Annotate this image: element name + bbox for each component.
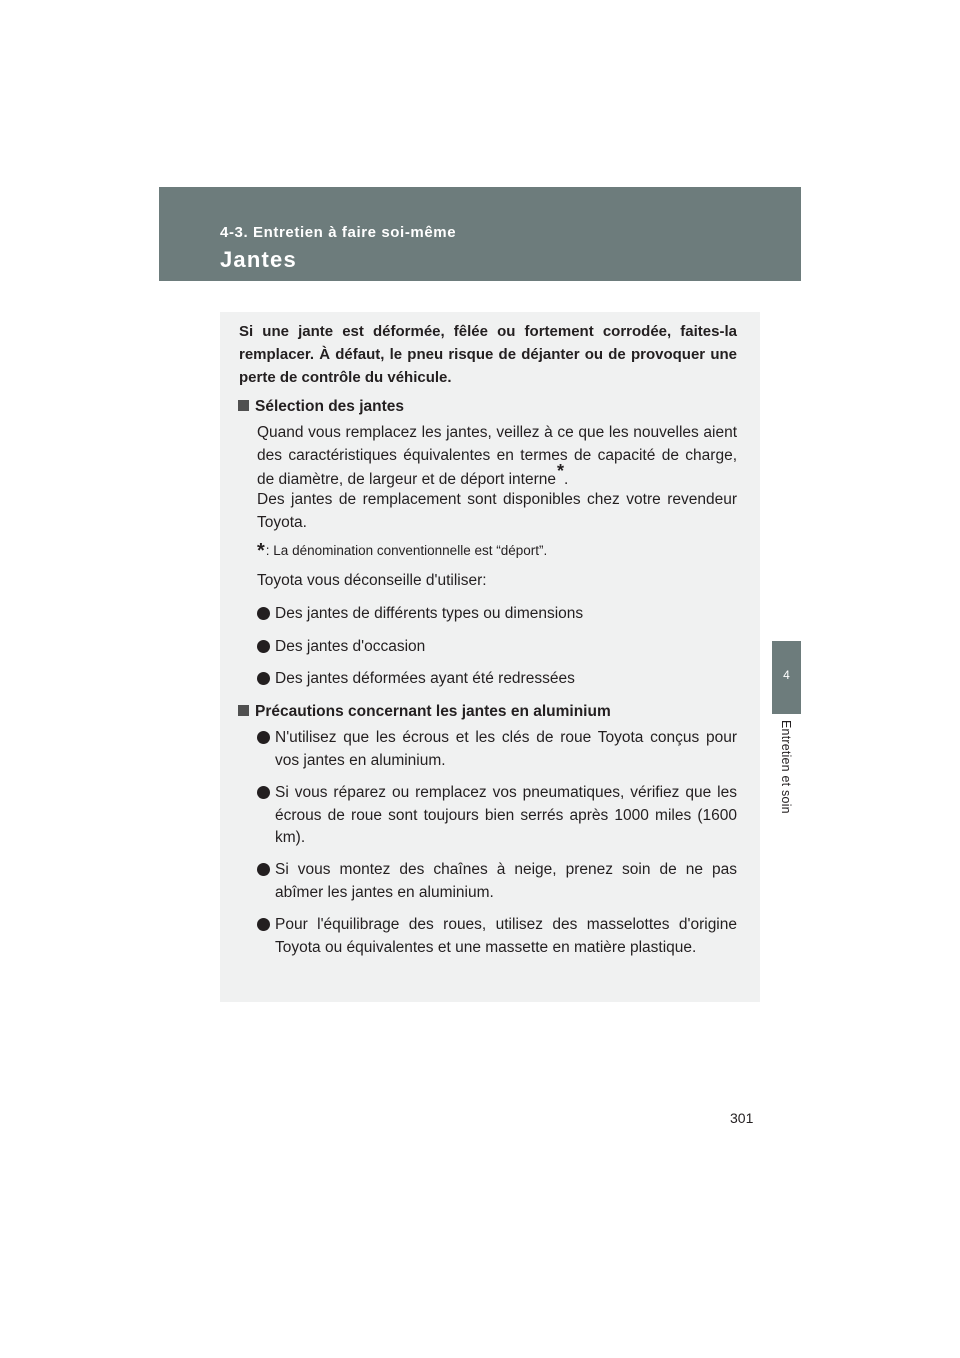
section-heading-text: Sélection des jantes: [255, 398, 405, 415]
list-item: [257, 668, 737, 691]
selection-text-end: .: [564, 471, 569, 488]
list-item: [257, 859, 737, 904]
list-item-text: Si vous réparez ou remplacez vos pneumatiques, vérifiez que les écrous de roue sont toujours bien serrés après 1000 miles (1600 km).: [275, 784, 737, 846]
list-item: [257, 603, 737, 626]
page-number: 301: [730, 1110, 754, 1126]
square-bullet-icon: [238, 400, 249, 411]
chapter-label: Entretien et soin: [779, 720, 793, 814]
chapter-number: 4: [783, 668, 790, 682]
list-item-text: N'utilisez que les écrous et les clés de roue Toyota conçus pour vos jantes en aluminium.: [275, 729, 737, 769]
dealer-paragraph: Des jantes de remplacement sont disponibles chez votre revendeur Toyota.: [257, 491, 737, 531]
footnote-text: : La dénomination conventionnelle est “déport”.: [265, 543, 548, 558]
list-item: [257, 782, 737, 850]
section-heading-text: Précautions concernant les jantes en aluminium: [255, 703, 611, 720]
bullet-dot-icon: [257, 640, 270, 653]
selection-paragraph: [257, 422, 737, 492]
section-heading-aluminium: [238, 702, 611, 722]
footnote-marker: *: [557, 461, 565, 481]
intro-text: Si une jante est déformée, fêlée ou fortement corrodée, faites-la remplacer. À défaut, le pneu risque de déjanter ou de provoquer une perte de contrôle du véhicule.: [239, 323, 737, 386]
list-item: [257, 914, 737, 959]
footnote: [257, 541, 737, 561]
bullet-dot-icon: [257, 918, 270, 931]
chapter-tab: [772, 641, 801, 714]
bullet-dot-icon: [257, 863, 270, 876]
section-label: 4-3. Entretien à faire soi-même: [220, 224, 457, 241]
footnote-star: *: [257, 540, 265, 562]
selection-text: Quand vous remplacez les jantes, veillez à ce que les nouvelles aient des caractéristiques équivalentes en termes de capacité de charge, de diamètre, de largeur et de déport interne: [257, 424, 737, 488]
list-item-text: Des jantes déformées ayant été redressées: [275, 670, 575, 687]
list-item: [257, 727, 737, 772]
bullet-dot-icon: [257, 731, 270, 744]
list-item-text: Si vous montez des chaînes à neige, prenez soin de ne pas abîmer les jantes en aluminium.: [275, 861, 737, 901]
bullet-dot-icon: [257, 786, 270, 799]
page-title: Jantes: [220, 247, 297, 272]
list-item: [257, 636, 737, 659]
list-item-text: Pour l'équilibrage des roues, utilisez des masselottes d'origine Toyota ou équivalentes et une massette en matière plastique.: [275, 916, 737, 956]
content-box: [220, 312, 760, 1002]
section-heading-selection: [238, 397, 404, 417]
bullet-dot-icon: [257, 607, 270, 620]
list-item-text: Des jantes de différents types ou dimensions: [275, 605, 584, 622]
bullet-dot-icon: [257, 672, 270, 685]
square-bullet-icon: [238, 705, 249, 716]
list-item-text: Des jantes d'occasion: [275, 638, 426, 655]
warning-paragraph: Toyota vous déconseille d'utiliser:: [257, 572, 487, 589]
section-header: [159, 187, 801, 281]
